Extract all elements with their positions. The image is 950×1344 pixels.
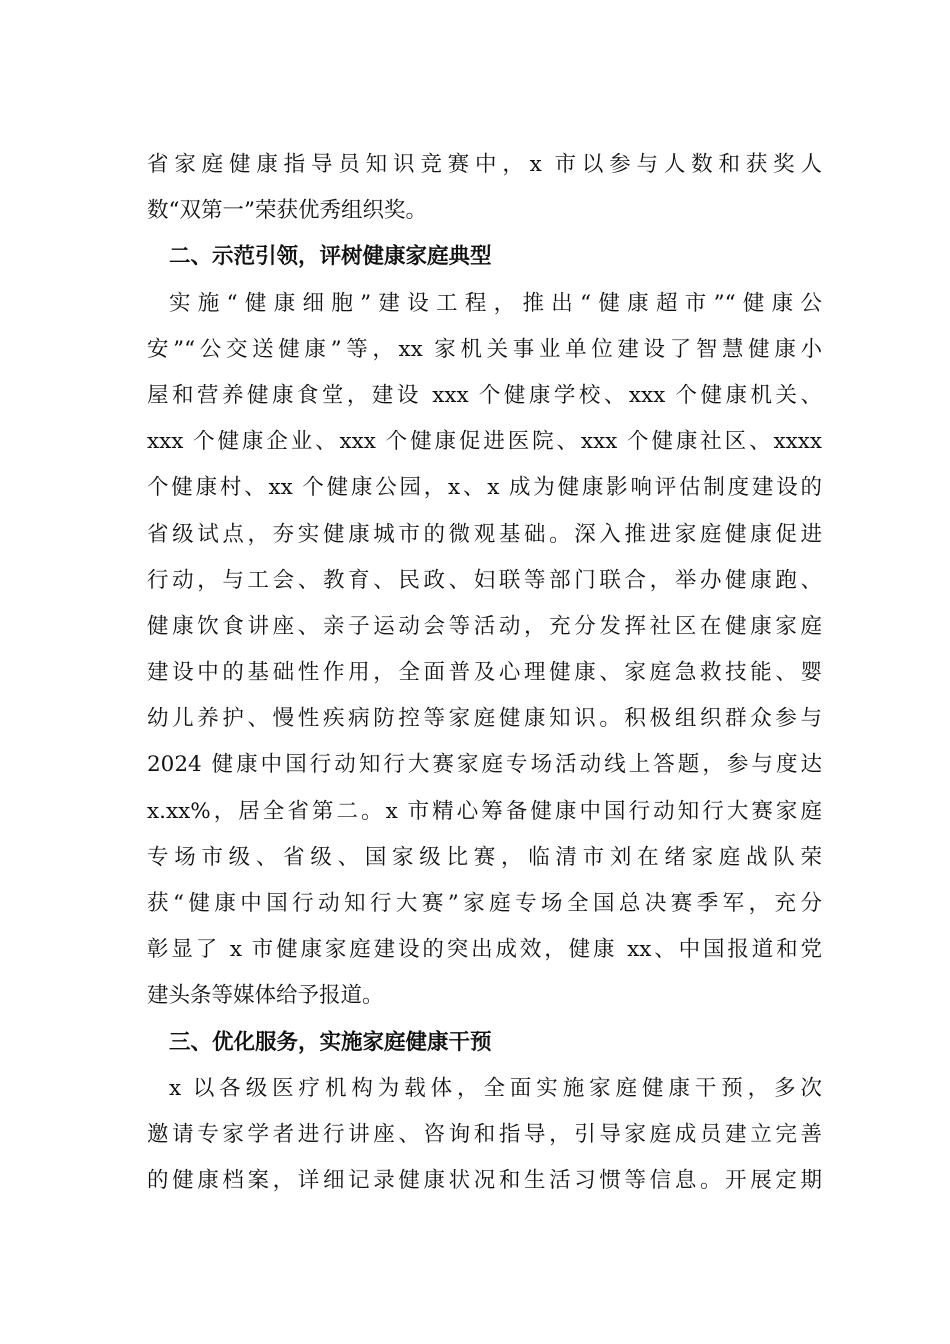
- document-page: [147, 142, 822, 1204]
- paragraph-line: 个健康村、xx 个健康公园，x、x 成为健康影响评估制度建设的: [147, 475, 822, 501]
- paragraph-line: 专场市级、省级、国家级比赛，临清市刘在绪家庭战队荣: [147, 844, 822, 870]
- paragraph-line: 行动，与工会、教育、民政、妇联等部门联合，举办健康跑、: [147, 567, 822, 593]
- paragraph-line: 邀请专家学者进行讲座、咨询和指导，引导家庭成员建立完善: [147, 1121, 822, 1147]
- paragraph-line: 建头条等媒体给予报道。: [147, 983, 384, 1009]
- paragraph-line: 2024 健康中国行动知行大赛家庭专场活动线上答题，参与度达: [147, 752, 822, 778]
- paragraph-line: 省家庭健康指导员知识竞赛中，x 市以参与人数和获奖人: [147, 152, 822, 177]
- section-heading: 三、优化服务，实施家庭健康干预: [169, 1029, 492, 1055]
- section-heading: 二、示范引领，评树健康家庭典型: [169, 244, 492, 270]
- paragraph-line: 屋和营养健康食堂，建设 xxx 个健康学校、xxx 个健康机关、: [147, 382, 822, 408]
- paragraph-line: 建设中的基础性作用，全面普及心理健康、家庭急救技能、婴: [147, 660, 822, 686]
- paragraph-line: x 以各级医疗机构为载体，全面实施家庭健康干预，多次: [169, 1075, 822, 1101]
- paragraph-line: 数“双第一”荣获优秀组织奖。: [147, 198, 427, 224]
- paragraph-line: 实施“健康细胞”建设工程，推出“健康超市”“健康公: [169, 290, 822, 316]
- paragraph-line: 安”“公交送健康”等，xx 家机关事业单位建设了智慧健康小: [147, 336, 822, 362]
- paragraph-line: 彰显了 x 市健康家庭建设的突出成效，健康 xx、中国报道和党: [147, 937, 822, 963]
- paragraph-line: xxx 个健康企业、xxx 个健康促进医院、xxx 个健康社区、xxxx: [147, 429, 822, 455]
- paragraph-line: 省级试点，夯实健康城市的微观基础。深入推进家庭健康促进: [147, 521, 822, 547]
- paragraph-line: 获“健康中国行动知行大赛”家庭专场全国总决赛季军，充分: [147, 891, 822, 916]
- paragraph-line: 健康饮食讲座、亲子运动会等活动，充分发挥社区在健康家庭: [147, 613, 822, 639]
- paragraph-line: x.xx%，居全省第二。x 市精心筹备健康中国行动知行大赛家庭: [147, 798, 822, 824]
- paragraph-line: 幼儿养护、慢性疾病防控等家庭健康知识。积极组织群众参与: [147, 706, 822, 732]
- paragraph-line: 的健康档案，详细记录健康状况和生活习惯等信息。开展定期: [147, 1168, 822, 1194]
